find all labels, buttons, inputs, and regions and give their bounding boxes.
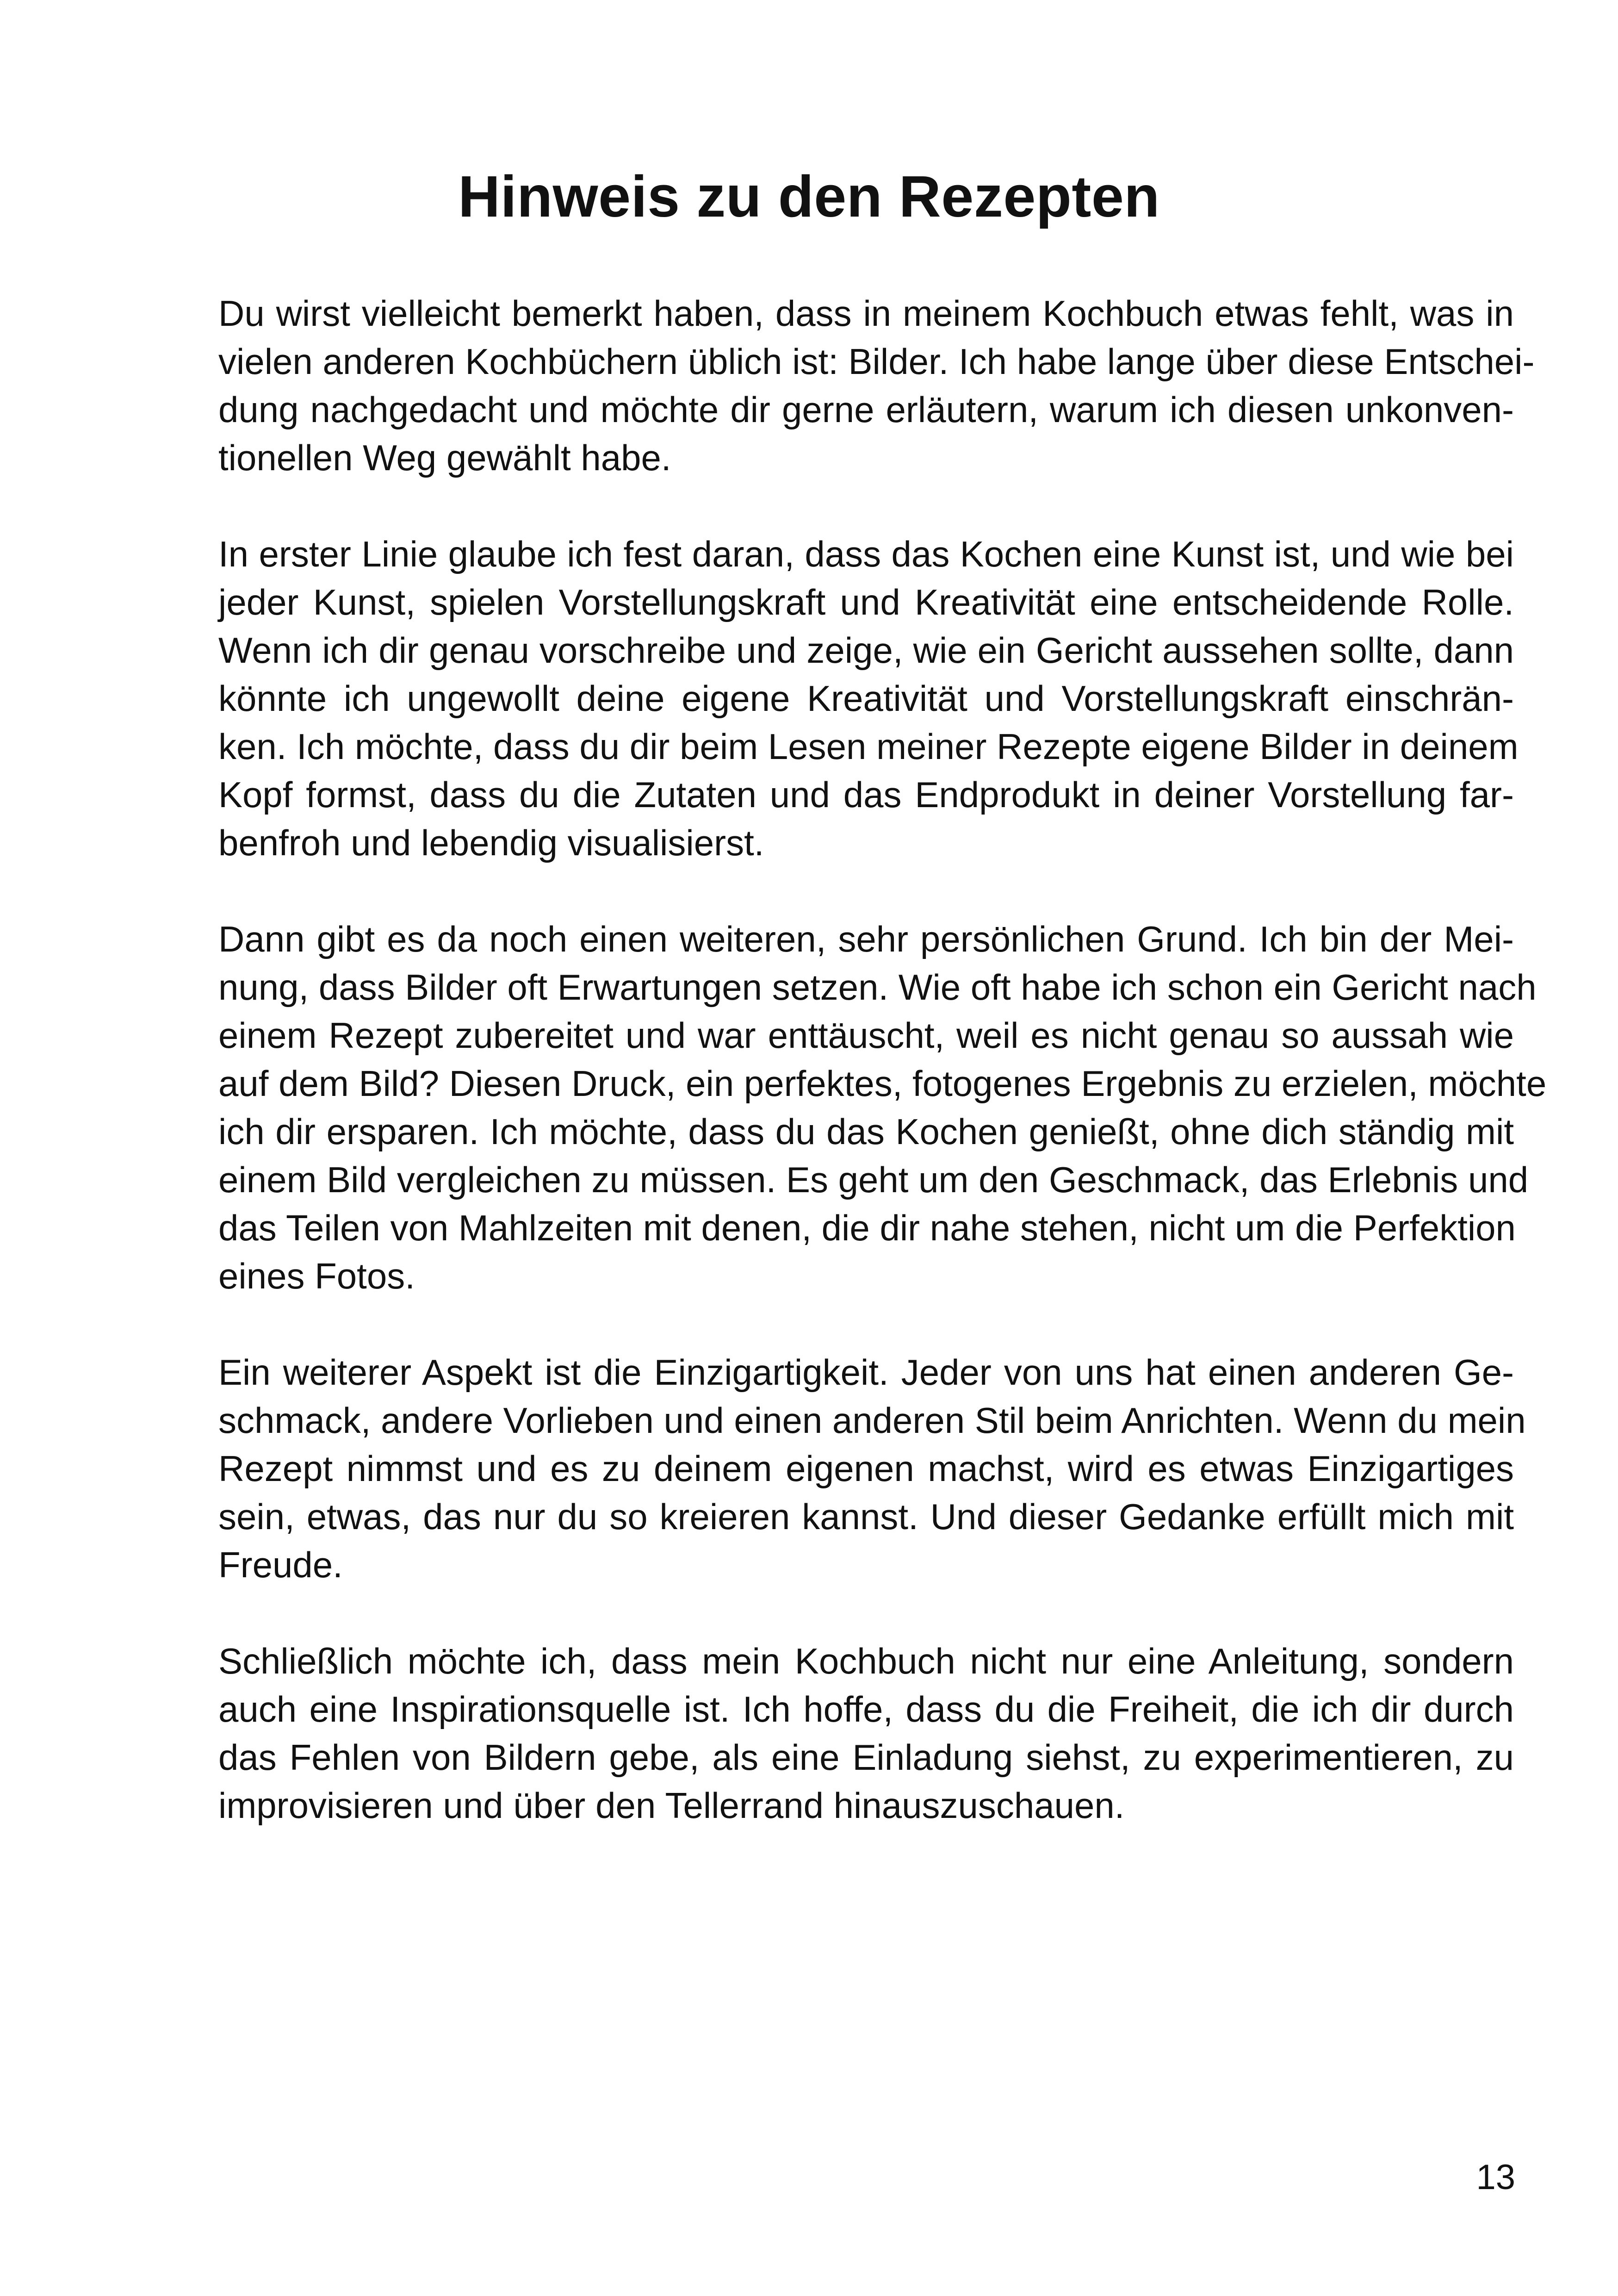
text-line: improvisieren und über den Tellerrand hinauszuschauen. <box>218 1785 1125 1826</box>
text-line: ken. Ich möchte, dass du dir beim Lesen meiner Rezepte eigene Bilder in deinem <box>218 726 1519 767</box>
paragraph-4 <box>218 1348 1526 1589</box>
text-line: nung, dass Bilder oft Erwartungen setzen. Wie oft habe ich schon ein Gericht nach <box>218 967 1537 1008</box>
text-line: Du wirst vielleicht bemerkt haben, dass in meinem Kochbuch etwas fehlt, was in <box>218 293 1514 334</box>
text-line: einem Bild vergleichen zu müssen. Es geht um den Geschmack, das Erlebnis und <box>218 1159 1529 1200</box>
text-line: sein, etwas, das nur du so kreieren kannst. Und dieser Gedanke erfüllt mich mit <box>218 1496 1514 1537</box>
text-line: einem Rezept zubereitet und war enttäuscht, weil es nicht genau so aussah wie <box>218 1015 1514 1056</box>
text-line: Rezept nimmst und es zu deinem eigenen machst, wird es etwas Einzigartiges <box>218 1448 1514 1489</box>
text-line: könnte ich ungewollt deine eigene Kreativität und Vorstellungskraft einschrän- <box>218 678 1514 719</box>
text-line: In erster Linie glaube ich fest daran, dass das Kochen eine Kunst ist, und wie bei <box>218 534 1514 574</box>
text-line: Kopf formst, dass du die Zutaten und das Endprodukt in deiner Vorstellung far- <box>218 774 1514 815</box>
page-number: 13 <box>1476 2158 1515 2197</box>
text-line: benfroh und lebendig visualisierst. <box>218 822 764 863</box>
text-line: das Fehlen von Bildern gebe, als eine Einladung siehst, zu experimentieren, zu <box>218 1737 1514 1778</box>
paragraph-5 <box>218 1637 1514 1829</box>
text-line: Freude. <box>218 1544 343 1585</box>
paragraph-2 <box>218 530 1519 867</box>
paragraph-1 <box>218 289 1535 482</box>
text-line: Wenn ich dir genau vorschreibe und zeige, wie ein Gericht aussehen sollte, dann <box>218 630 1514 671</box>
body-text <box>218 289 1547 1878</box>
text-line: dung nachgedacht und möchte dir gerne erläutern, warum ich diesen unkonven- <box>218 389 1514 430</box>
page-title: Hinweis zu den Rezepten <box>458 164 1160 229</box>
text-line: eines Fotos. <box>218 1256 415 1296</box>
text-line: Schließlich möchte ich, dass mein Kochbuch nicht nur eine Anleitung, sondern <box>218 1641 1514 1681</box>
text-line: ich dir ersparen. Ich möchte, dass du das Kochen genießt, ohne dich ständig mit <box>218 1111 1514 1152</box>
text-line: schmack, andere Vorlieben und einen anderen Stil beim Anrichten. Wenn du mein <box>218 1400 1526 1441</box>
paragraph-3 <box>218 915 1547 1300</box>
text-line: tionellen Weg gewählt habe. <box>218 437 671 478</box>
text-line: auch eine Inspirationsquelle ist. Ich hoffe, dass du die Freiheit, die ich dir durch <box>218 1689 1514 1730</box>
text-line: Ein weiterer Aspekt ist die Einzigartigkeit. Jeder von uns hat einen anderen Ge- <box>218 1352 1514 1393</box>
text-line: vielen anderen Kochbüchern üblich ist: Bilder. Ich habe lange über diese Entschei- <box>218 341 1535 382</box>
text-line: Dann gibt es da noch einen weiteren, sehr persönlichen Grund. Ich bin der Mei- <box>218 919 1514 959</box>
text-line: jeder Kunst, spielen Vorstellungskraft und Kreativität eine entscheidende Rolle. <box>218 582 1514 622</box>
text-line: das Teilen von Mahlzeiten mit denen, die dir nahe stehen, nicht um die Perfektion <box>218 1207 1516 1248</box>
text-line: auf dem Bild? Diesen Druck, ein perfektes, fotogenes Ergebnis zu erzielen, möchte <box>218 1063 1547 1104</box>
